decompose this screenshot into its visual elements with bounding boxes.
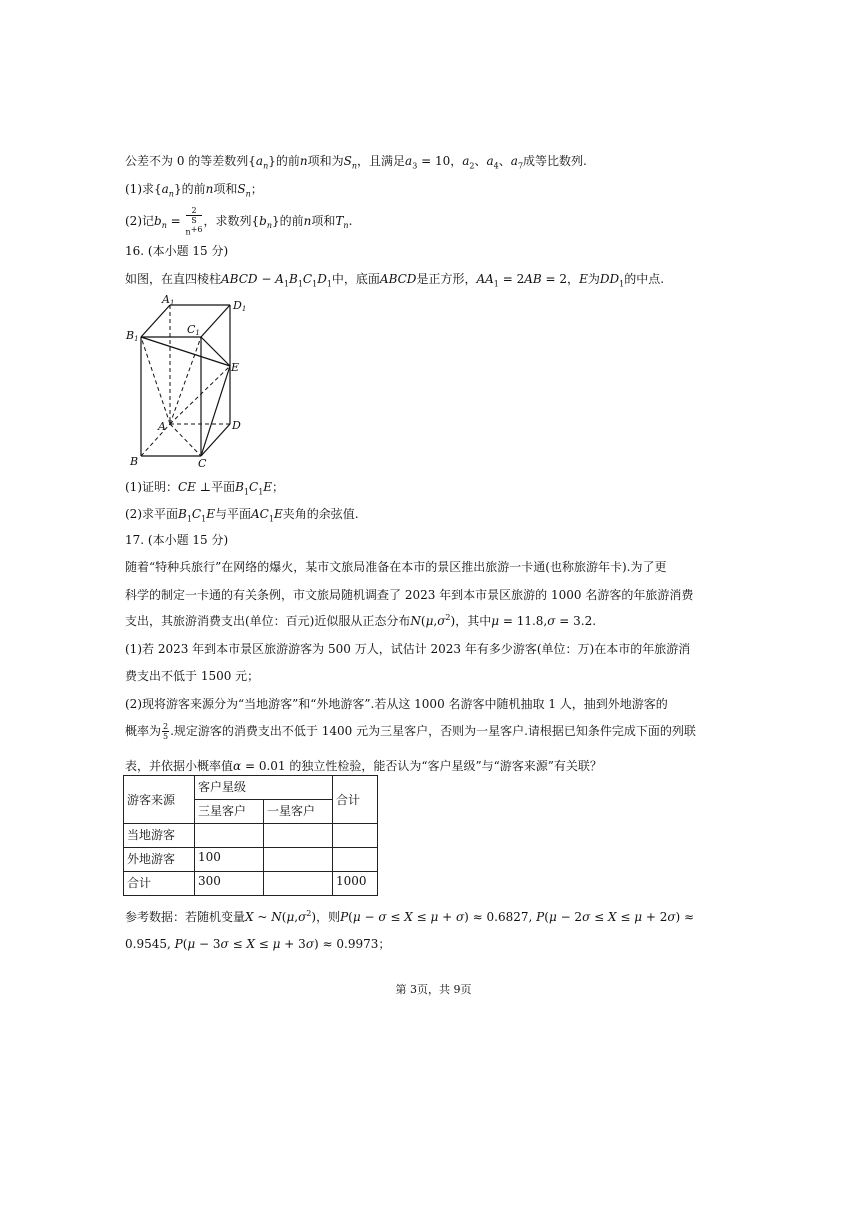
text: 项和 [213, 182, 238, 196]
text: (2)求平面 [125, 507, 178, 521]
text: ≈ 0.9973； [322, 937, 391, 951]
frac-den: S [191, 216, 197, 225]
frac-num: 2 [186, 206, 203, 216]
hidden-edge-AC [170, 424, 201, 456]
header-source: 游客来源 [124, 776, 195, 824]
cell-total [333, 824, 378, 848]
label-D1: D1 [233, 299, 247, 313]
label-E: E [231, 361, 240, 374]
label-A1: A1 [162, 293, 175, 307]
label-B1: B1 [126, 329, 139, 343]
text: 中，底面 [331, 272, 380, 286]
row-label: 当地游客 [124, 824, 195, 848]
text: 为 [587, 272, 600, 286]
problem17-p3: 支出，其旅游消费支出(单位：百元)近似服从正态分布$N(\mu,\sigma^2)$，其中μ = 11.8,σ = 3.2. [125, 613, 597, 628]
fraction: 2 S $_n$+6 [185, 206, 203, 237]
problem17-reference-line1: 参考数据：若随机变量X ~ $N(\mu,\sigma^2)$，则P(μ − σ ≤ X ≤ μ + σ) ≈ 0.6827, P(μ − 2σ ≤ X ≤ μ + 2σ) ≈ [125, 909, 695, 924]
label-D: D [232, 419, 241, 432]
row-label: 合计 [124, 872, 195, 896]
text: 支出，其旅游消费支出(单位：百元)近似服从正态分布 [125, 614, 411, 628]
text: (1)求 [125, 182, 154, 196]
text: 表，并依据小概率值 [125, 759, 234, 773]
cell-one [264, 824, 333, 848]
cell-three: 300 [195, 872, 264, 896]
text: 夹角的余弦值. [282, 507, 359, 521]
text: 概率为 [125, 724, 162, 738]
problem15-intro: 公差不为 0 的等差数列$\{a_n\}$的前n项和为$S_n$，且满足$a_3 = 10$，$a_2$、$a_4$、$a_7$成等比数列. [125, 154, 587, 171]
text: 成等比数列. [523, 154, 587, 168]
text: ，其中 [455, 614, 492, 628]
text: .规定游客的消费支出不低于 1400 元为三星客户，否则为一星客户.请根据已知条件完成下面的列联 [170, 724, 696, 738]
edge-B1A1 [141, 305, 170, 337]
table-row [124, 824, 378, 848]
text: ⊥平面 [199, 480, 236, 494]
problem17-reference-line2: 0.9545, P(μ − 3σ ≤ X ≤ μ + 3σ) ≈ 0.9973； [125, 937, 391, 951]
text: = 2 [502, 272, 525, 286]
row-label: 外地游客 [124, 848, 195, 872]
cell-one [264, 848, 333, 872]
problem16-intro: 如图，在直四棱柱ABCD − $A_1B_1C_1D_1$中，底面ABCD是正方形，$AA_1 = 2AB = 2$，E为$DD_1$的中点. [125, 272, 665, 289]
problem15-q1: (1)求$\{a_n\}$的前n项和$S_n$； [125, 182, 263, 199]
text: ≈ 0.6827, [472, 910, 533, 924]
label-A: A [158, 420, 166, 433]
text: = 10， [421, 154, 463, 168]
problem15-q2: (2)记$b_n$ = 2 S $_n$+6 ，求数列$\{b_n\}$的前n项和$T_n$. [125, 206, 353, 237]
text: 与平面 [214, 507, 251, 521]
header-star: 客户星级 [195, 776, 333, 800]
edge-CD [201, 424, 230, 456]
text: 公差不为 0 的等差数列 [125, 154, 249, 168]
text: = 0.01 的独立性检验，能否认为“客户星级”与“游客来源”有关联？ [244, 759, 602, 773]
text: 的中点. [624, 272, 665, 286]
table-row [124, 872, 378, 896]
problem17-q1-line1: (1)若 2023 年到本市景区旅游游客为 500 万人，试估计 2023 年有多少游客(单位：万)在本市的年旅游消 [125, 642, 691, 656]
problem17-p2: 科学的制定一卡通的有关条例，市文旅局随机调查了 2023 年到本市景区旅游的 1000 名游客的年旅游消费 [125, 588, 694, 602]
cell-total [333, 848, 378, 872]
problem16-header: 16. (本小题 15 分) [125, 244, 229, 258]
table-row [124, 848, 378, 872]
text: 项和 [311, 213, 336, 228]
label-C: C [198, 457, 207, 470]
text: (1)证明： [125, 480, 178, 494]
text: 如图，在直四棱柱 [125, 272, 222, 286]
text: 参考数据：若随机变量 [125, 910, 246, 924]
problem17-header: 17. (本小题 15 分) [125, 533, 229, 547]
problem16-q2: (2)求平面$B_1C_1E$与平面$AC_1E$夹角的余弦值. [125, 507, 359, 524]
text: ，求数列 [203, 213, 252, 228]
text: (2)记 [125, 213, 154, 228]
label-B: B [130, 455, 139, 468]
header-three-star: 三星客户 [195, 800, 264, 824]
cell-three [195, 824, 264, 848]
text: = 3.2. [559, 614, 597, 628]
text: 、 [474, 154, 487, 168]
problem17-q2-line1: (2)现将游客来源分为“当地游客”和“外地游客”.若从这 1000 名游客中随机抽取 1 人，抽到外地游客的 [125, 697, 668, 711]
frac-den: 5 [163, 732, 169, 741]
text: ，且满足 [357, 154, 406, 168]
hidden-edge-AC1 [170, 337, 201, 424]
cell-three: 100 [195, 848, 264, 872]
cell-one [264, 872, 333, 896]
problem17-q2-line3: 表，并依据小概率值α = 0.01 的独立性检验，能否认为“客户星级”与“游客来源”有关联？ [125, 759, 602, 773]
hidden-edge-AB1 [141, 337, 170, 424]
header-total: 合计 [333, 776, 378, 824]
text: = 2， [545, 272, 580, 286]
contingency-table [123, 775, 378, 896]
text: 0.9545, [125, 937, 171, 951]
text: ≈ [684, 910, 695, 924]
problem17-q2-line2 [125, 722, 696, 741]
cell-total: 1000 [333, 872, 378, 896]
text: 的前 [279, 213, 304, 228]
problem16-q1: (1)证明：CE ⊥平面$B_1C_1E$； [125, 480, 285, 497]
text: 、 [498, 154, 511, 168]
text: 是正方形， [416, 272, 477, 286]
page-footer: 第 3页，共 9页 [395, 983, 472, 996]
frac-num: 2 [163, 722, 169, 731]
header-one-star: 一星客户 [264, 800, 333, 824]
problem17-q1-line2: 费支出不低于 1500 元； [125, 669, 260, 683]
fraction [162, 722, 169, 741]
problem17-p1: 随着“特种兵旅行”在网络的爆火，某市文旅局准备在本市的景区推出旅游一卡通(也称旅游年卡).为了更 [125, 560, 667, 574]
prism-figure [125, 293, 255, 471]
text: 项和为 [307, 154, 344, 168]
text: 的前 [275, 154, 300, 168]
edge-B1E [141, 337, 230, 366]
text: ，则 [316, 910, 341, 924]
edge-D1C1 [201, 305, 230, 337]
label-C1: C1 [187, 323, 200, 337]
text: = 11.8, [502, 614, 548, 628]
text: 的前 [181, 182, 206, 196]
